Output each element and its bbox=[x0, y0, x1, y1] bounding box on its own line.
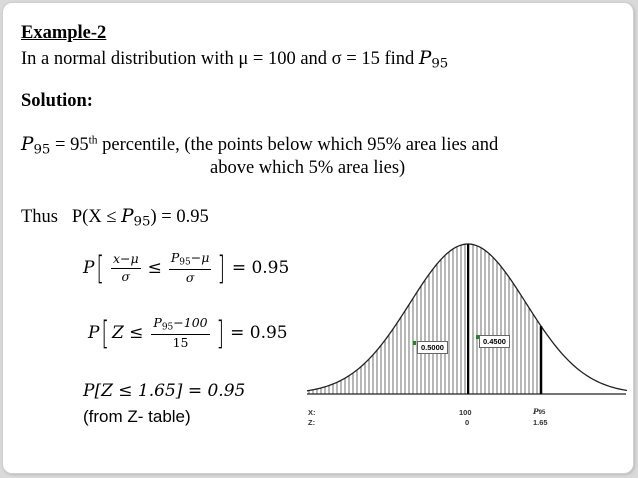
slide bbox=[2, 2, 634, 474]
problem-statement bbox=[21, 48, 448, 72]
definition-var: $P_{95}$ bbox=[21, 134, 51, 158]
area-marker-left bbox=[413, 341, 416, 345]
definition-line2: above which 5% area lies) bbox=[210, 158, 406, 178]
equation-standardize: P [ $\frac{x-\mu}{\sigma}$ ≤ $\frac{P_{95}-\mu}{\sigma}$ ] = 0.95 bbox=[83, 249, 290, 288]
definition-line1: $P_{95} = 95th$ percentile, (the points below which 95% area lies and bbox=[21, 134, 499, 158]
p95-x-label: P95 bbox=[533, 407, 546, 416]
mean-x-value: 100 bbox=[459, 408, 472, 417]
z-table-note: (from Z- table) bbox=[83, 407, 191, 426]
p95-z-value: 1.65 bbox=[533, 418, 548, 427]
example-title: Example-2 bbox=[21, 23, 107, 43]
mean-z-value: 0 bbox=[465, 418, 470, 427]
equation-z-substitution: P [ Z ≤ $\frac{P_{95}-100}{15}$ ] = 0.95 bbox=[88, 314, 288, 353]
shaded-area-hatching bbox=[309, 244, 541, 394]
left-area-label: 0.5000 bbox=[417, 341, 448, 354]
z-row-label: Z: bbox=[308, 418, 316, 427]
solution-label: Solution: bbox=[21, 91, 93, 111]
thus-label: Thus bbox=[21, 207, 58, 227]
problem-text: In a normal distribution with μ = 100 and σ = 15 find bbox=[21, 49, 419, 69]
right-area-label: 0.4500 bbox=[479, 335, 510, 348]
equation-result: P[Z ≤ 1.65] = 0.95 bbox=[83, 381, 246, 401]
thus-line: Thus $P(X \le P_{95}) = 0.95$ bbox=[21, 206, 209, 230]
x-row-label: X: bbox=[308, 408, 316, 417]
problem-var: $P_{95}$ bbox=[418, 48, 449, 72]
